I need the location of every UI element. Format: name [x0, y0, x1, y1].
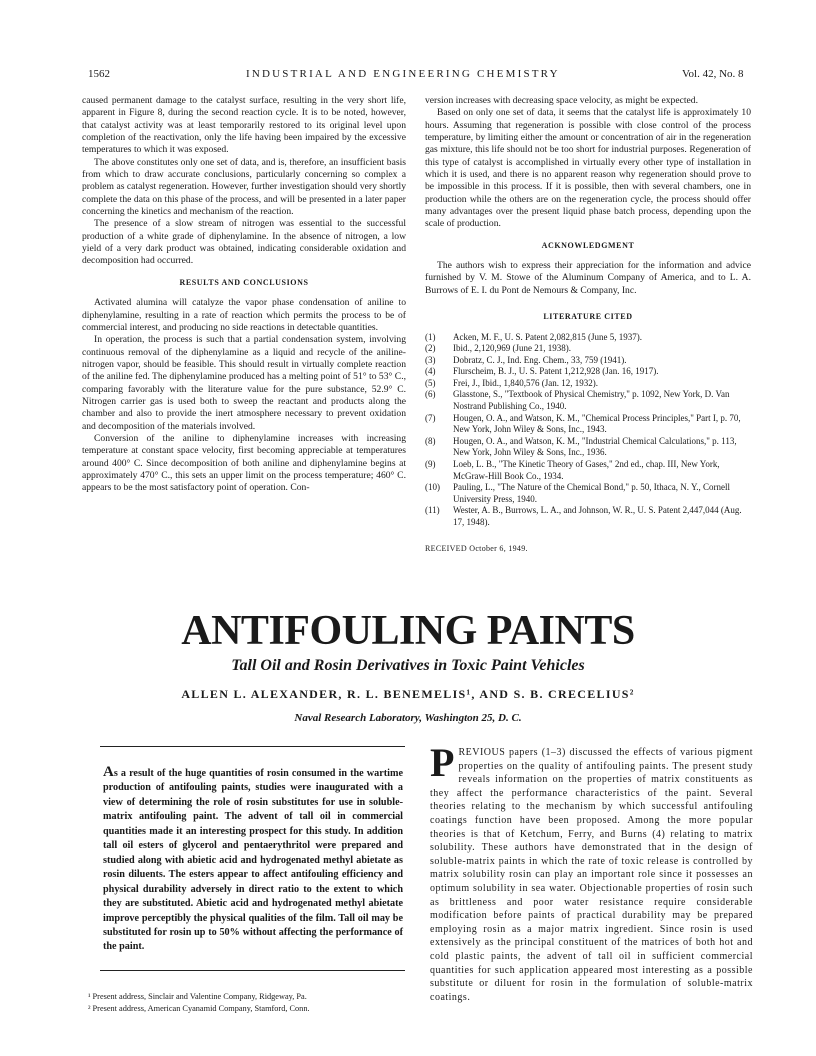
- authors: ALLEN L. ALEXANDER, R. L. BENEMELIS¹, AND S. B. CRECELIUS²: [181, 687, 635, 701]
- drop-cap: P: [430, 740, 455, 785]
- article-body: [430, 740, 753, 1004]
- page-number: 1562: [88, 68, 110, 80]
- abstract-initial: A: [103, 764, 114, 780]
- paragraph: Conversion of the aniline to diphenylamine increases with increasing temperature at constant space velocity, first becoming appreciable at temperatures around 400° C. Since decomposition of both aniline and diphenylamine begins at approximately 470° C., this sets an upper limit on the process temperature; 460° C. appears to be the most satisfactory point of operation. Con-: [82, 432, 406, 494]
- paragraph: The presence of a slow stream of nitrogen was essential to the successful production of a white grade of diphenylamine. In the absence of nitrogen, a low yield of a very dark product was obtained, indicating considerable oxidation and decomposition had occurred.: [82, 218, 406, 267]
- paragraph: The authors wish to express their appreciation for the information and advice furnished by V. M. Stowe of the Aluminum Company of America, and to L. A. Burrows of E. I. du Pont de Nemours & Company, Inc.: [425, 260, 751, 296]
- article-subtitle: Tall Oil and Rosin Derivatives in Toxic Paint Vehicles: [231, 657, 585, 674]
- abstract-rule-top: [100, 746, 405, 747]
- section-heading-acknowledgment: ACKNOWLEDGMENT: [541, 240, 635, 250]
- affiliation: Naval Research Laboratory, Washington 25, D. C.: [294, 712, 522, 724]
- abstract: [103, 765, 403, 955]
- left-column-upper: [82, 95, 406, 495]
- journal-title: INDUSTRIAL AND ENGINEERING CHEMISTRY: [246, 68, 560, 80]
- paragraph: caused permanent damage to the catalyst surface, resulting in the very short life, apparent in Figure 8, during the second reaction cycle. It is to be noted, however, that catalyst activity was at least temporarily restored to its original level upon completion of the reactivation, only the life having been impaired by the excessive temperatures to which it was exposed.: [82, 95, 406, 156]
- paragraph: In operation, the process is such that a partial condensation system, involving continuous removal of the diphenylamine as a liquid and recycle of the aniline-nitrogen vapor, should be feasible. This should result in virtually complete reaction of the aniline fed. The diphenylamine produced has a melting point of 51° to 53° C., comparing favorably with the literature value for the pure substance, 52.9° C. Nitrogen carrier gas is used both to sweep the reactant and products along the chamber and also to provide the inert atmosphere necessary to prevent oxidation and decomposition of the materials involved.: [82, 334, 406, 432]
- reference-item: (9) Loeb, L. B., "The Kinetic Theory of Gases," 2nd ed., chap. III, New York, McGraw-Hill Book Co., 1934.: [425, 459, 720, 481]
- reference-item: (11) Wester, A. B., Burrows, L. A., and Johnson, W. R., U. S. Patent 2,447,044 (Aug. 17, 1948).: [425, 505, 742, 527]
- reference-item: (8) Hougen, O. A., and Watson, K. M., "Industrial Chemical Calculations," p. 113, New York, John Wiley & Sons, Inc., 1936.: [425, 435, 737, 458]
- footnote: ² Present address, American Cyanamid Company, Stamford, Conn.: [88, 1003, 310, 1013]
- reference-item: (10) Pauling, L., "The Nature of the Chemical Bond," p. 50, Ithaca, N. Y., Cornell University Press, 1940.: [425, 482, 731, 504]
- reference-item: (3) Dobratz, C. J., Ind. Eng. Chem., 33, 759 (1941).: [425, 354, 627, 365]
- received-date: RECEIVED October 6, 1949.: [425, 543, 528, 553]
- paragraph: The above constitutes only one set of data, and is, therefore, an insufficient basis from which to draw accurate conclusions, particularly concerning so complex a problem as catalyst regeneration. However, further investigation should very shortly complete the data on this phase of the process, and will be presented in a later paper concerning the kinetics and mechanism of the reaction.: [82, 156, 406, 218]
- abstract-rule-bottom: [100, 970, 405, 971]
- footnotes: [88, 991, 388, 1015]
- reference-item: (4) Flurscheim, B. J., U. S. Patent 1,212,928 (Jan. 16, 1917).: [425, 366, 659, 377]
- reference-list: [425, 332, 751, 529]
- reference-item: (5) Frei, J., Ibid., 1,840,576 (Jan. 12, 1932).: [425, 377, 598, 388]
- reference-item: (2) Ibid., 2,120,969 (June 21, 1938).: [425, 343, 571, 354]
- right-column-upper: [425, 95, 751, 555]
- reference-item: (1) Acken, M. F., U. S. Patent 2,082,815 (June 5, 1937).: [425, 331, 643, 342]
- paragraph: Based on only one set of data, it seems that the catalyst life is approximately 10 hours. Assuming that regeneration is possible with close control of the process temperature, by limiting either the amount or concentration of air in the regeneration gas mixture, this life should not be too short for industrial purposes. Regeneration of this type of catalyst is accomplished in virtually every other type of installation in which it is used, and there is no apparent reason why regeneration should prove to be impossible in this process. If it is possible, then with several chambers, one in production while the others are on the regeneration cycle, the process should offer many advantages over the present liquid phase batch process, depending upon the scale of production.: [425, 107, 751, 230]
- abstract-text: s a result of the huge quantities of rosin consumed in the wartime production of antifouling paints, studies were inaugurated with a view of determining the role of rosin substitutes for use in soluble-matrix antifouling paint. The advent of tall oil in commercial quantities made it an interesting prospect for this study. In addition tall oil esters of glycerol and pentaerythritol were prepared and studied along with abietic acid and hydrogenated methyl abietate as rosin diluents. The esters appear to affect antifouling efficiency and physical durability adversely in direct ratio to the extent to which they are substituted. Abietic acid and hydrogenated methyl abietate improve perceptibly the physical qualities of the film. Tall oil may be substituted for rosin up to 50% without affecting the performance of the paint.: [103, 768, 403, 953]
- section-heading-literature: LITERATURE CITED: [543, 312, 633, 322]
- issue-number: Vol. 42, No. 8: [682, 68, 744, 80]
- paragraph: version increases with decreasing space velocity, as might be expected.: [425, 95, 698, 106]
- reference-item: (6) Glasstone, S., "Textbook of Physical Chemistry," p. 1092, New York, D. Van Nostrand Publishing Co., 1940.: [425, 389, 730, 412]
- body-text: REVIOUS papers (1–3) discussed the effects of various pigment properties on the quality of antifouling paints. The present study reveals information on the properties of matrix constituents as they affect the performance characteristics of the paint. Several theories relating to the mechanism by which successful antifouling coatings function have been proposed. Among the more popular theories is that of Ketchum, Ferry, and Burns (4) relating to matrix solubility. These authors have demonstrated that in the design of soluble-matrix paints in which the rate of toxic release is controlled by matrix solubility rosin can play an important role since it possesses an optimum solubility in sea water. Objectionable properties of rosin such as brittleness and poor water resistance require considerable modification before paints of practical durability may be prepared employing rosin as a major matrix ingredient. Since rosin is used extensively as the principal constituent of the matrices of both hot and cold plastic paints, the advent of tall oil in sufficient commercial quantities for such application appeared most interesting as a possible substitute or diluent for rosin in the formulation of soluble-matrix coatings.: [430, 747, 753, 1003]
- reference-item: (7) Hougen, O. A., and Watson, K. M., "Chemical Process Principles," Part I, p. 70, New York, John Wiley & Sons, Inc., 1943.: [425, 412, 741, 435]
- article-title: ANTIFOULING PAINTS: [181, 608, 635, 654]
- paragraph: Activated alumina will catalyze the vapor phase condensation of aniline to diphenylamine, resulting in a rate of reaction which permits the process to be of commercial interest, and producing no side reactions in detectable quantities.: [82, 297, 406, 333]
- footnote: ¹ Present address, Sinclair and Valentine Company, Ridgeway, Pa.: [88, 992, 307, 1001]
- section-heading-results: RESULTS AND CONCLUSIONS: [179, 277, 309, 287]
